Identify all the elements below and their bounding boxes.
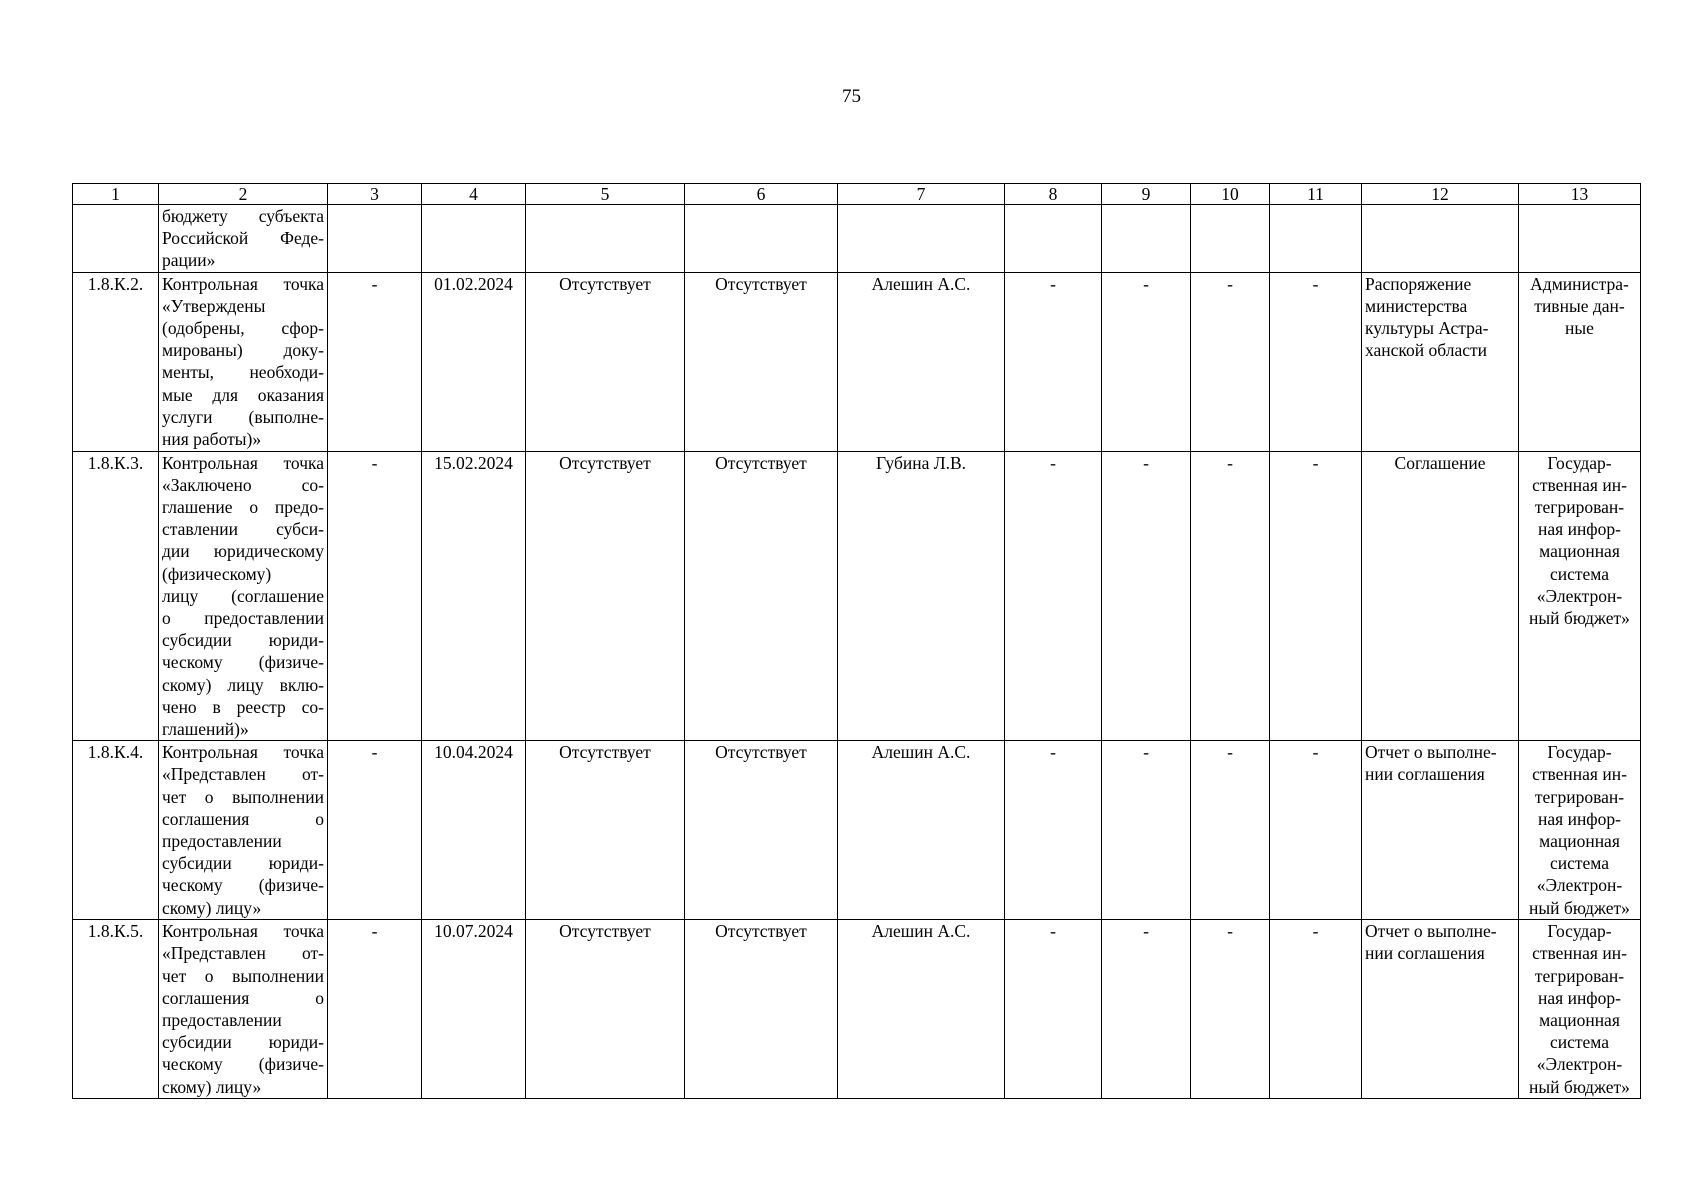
control-point-name-line: чет о выполнении: [162, 786, 324, 807]
control-points-table: [72, 183, 1641, 1099]
control-point-name-line: субсидии юриди-: [162, 853, 324, 874]
column-9-value: -: [1102, 451, 1191, 741]
column-9-value: [1102, 205, 1191, 273]
control-point-name-line: мированы) доку-: [162, 340, 324, 361]
control-point-name-line: лицу (соглашение: [162, 585, 324, 606]
column-number: 7: [838, 184, 1005, 205]
column-11-value: [1270, 205, 1362, 273]
information-source-line: Государ-: [1547, 742, 1612, 763]
information-source: [1519, 741, 1641, 920]
supporting-document: [1362, 205, 1519, 273]
column-5-value: Отсутствует: [526, 741, 685, 920]
column-number: 11: [1270, 184, 1362, 205]
table-row: [73, 272, 1641, 451]
control-point-name-line: (одобрены, сфор-: [162, 318, 324, 339]
control-point-name-line: ческому (физиче-: [162, 875, 324, 896]
column-number: 5: [526, 184, 685, 205]
column-5-value: Отсутствует: [526, 920, 685, 1099]
control-point-name-line: мые для оказания: [162, 384, 324, 405]
information-source-line: Государ-: [1547, 921, 1612, 942]
control-point-name-line: субсидии юриди-: [162, 1032, 324, 1053]
control-point-name-line: «Представлен от-: [162, 764, 324, 785]
control-point-name-line: Контрольная точка: [162, 452, 324, 473]
table-row: [73, 741, 1641, 920]
column-9-value: -: [1102, 272, 1191, 451]
column-number: 10: [1191, 184, 1270, 205]
responsible-person: Губина Л.В.: [838, 451, 1005, 741]
column-number: 6: [685, 184, 838, 205]
control-point-name-line: скому) лицу»: [162, 1076, 262, 1097]
information-source-line: «Электрон-: [1536, 585, 1623, 606]
information-source: [1519, 451, 1641, 741]
column-3-value: -: [328, 451, 422, 741]
information-source-line: ственная ин-: [1532, 943, 1627, 964]
supporting-document-line: Отчет о выполне-: [1365, 742, 1497, 763]
table-row: [73, 205, 1641, 273]
control-point-name-line: «Утверждены: [162, 295, 266, 316]
column-number: 4: [422, 184, 526, 205]
supporting-document: [1362, 741, 1519, 920]
information-source-line: система: [1549, 1032, 1610, 1053]
control-point-name-line: предоставлении: [162, 831, 282, 852]
column-5-value: [526, 205, 685, 273]
information-source: [1519, 920, 1641, 1099]
column-10-value: [1191, 205, 1270, 273]
due-date: 10.07.2024: [422, 920, 526, 1099]
column-11-value: -: [1270, 920, 1362, 1099]
information-source-line: ные: [1565, 318, 1594, 339]
control-point-name-line: услуги (выполне-: [162, 406, 324, 427]
column-5-value: Отсутствует: [526, 451, 685, 741]
information-source-line: ная инфор-: [1538, 987, 1621, 1008]
column-3-value: -: [328, 920, 422, 1099]
due-date: 15.02.2024: [422, 451, 526, 741]
information-source-line: мационная: [1539, 1010, 1620, 1031]
supporting-document-line: нии соглашения: [1365, 943, 1485, 964]
control-point-name-line: соглашения о: [162, 987, 324, 1008]
information-source-line: ный бюджет»: [1529, 1076, 1630, 1097]
control-point-name-line: скому) лицу вклю-: [162, 674, 324, 695]
control-point-name-line: чет о выполнении: [162, 965, 324, 986]
control-point-code: 1.8.К.2.: [73, 272, 159, 451]
control-point-name-line: ния работы)»: [162, 429, 262, 450]
column-number: 1: [73, 184, 159, 205]
page-number: 75: [842, 86, 861, 107]
column-6-value: Отсутствует: [685, 920, 838, 1099]
control-point-name: [159, 451, 328, 741]
control-point-name-line: (физическому): [162, 563, 272, 584]
control-point-name-line: «Заключено со-: [162, 474, 324, 495]
supporting-document-line: Распоряжение: [1365, 273, 1472, 294]
responsible-person: Алешин А.С.: [838, 741, 1005, 920]
column-3-value: [328, 205, 422, 273]
supporting-document: [1362, 451, 1519, 741]
supporting-document-line: министерства: [1365, 295, 1468, 316]
information-source-line: ная инфор-: [1538, 808, 1621, 829]
information-source-line: «Электрон-: [1536, 875, 1623, 896]
information-source-line: тивные дан-: [1534, 295, 1625, 316]
column-8-value: [1005, 205, 1102, 273]
information-source-line: система: [1549, 563, 1610, 584]
column-6-value: Отсутствует: [685, 451, 838, 741]
information-source-line: мационная: [1539, 831, 1620, 852]
supporting-document-line: нии соглашения: [1365, 764, 1485, 785]
due-date: 01.02.2024: [422, 272, 526, 451]
column-number: 9: [1102, 184, 1191, 205]
column-6-value: Отсутствует: [685, 272, 838, 451]
column-number: 2: [159, 184, 328, 205]
control-point-name-line: скому) лицу»: [162, 897, 262, 918]
column-3-value: -: [328, 272, 422, 451]
information-source-line: «Электрон-: [1536, 1054, 1623, 1075]
column-8-value: -: [1005, 451, 1102, 741]
information-source-line: тегрирован-: [1534, 786, 1625, 807]
column-11-value: -: [1270, 272, 1362, 451]
control-point-name-line: ческому (физиче-: [162, 1054, 324, 1075]
control-point-name-line: Контрольная точка: [162, 921, 324, 942]
column-11-value: -: [1270, 451, 1362, 741]
control-point-name-line: глашений)»: [162, 719, 249, 740]
supporting-document: [1362, 272, 1519, 451]
information-source-line: ный бюджет»: [1529, 608, 1630, 629]
information-source-line: ный бюджет»: [1529, 897, 1630, 918]
information-source: [1519, 272, 1641, 451]
column-number: 12: [1362, 184, 1519, 205]
column-10-value: -: [1191, 272, 1270, 451]
control-point-name-line: Контрольная точка: [162, 273, 324, 294]
column-5-value: Отсутствует: [526, 272, 685, 451]
control-point-name-line: Контрольная точка: [162, 742, 324, 763]
table-row: [73, 451, 1641, 741]
column-6-value: [685, 205, 838, 273]
information-source-line: тегрирован-: [1534, 965, 1625, 986]
column-number: 3: [328, 184, 422, 205]
supporting-document: [1362, 920, 1519, 1099]
column-8-value: -: [1005, 741, 1102, 920]
column-6-value: Отсутствует: [685, 741, 838, 920]
column-number-row: [73, 184, 1641, 205]
due-date: 10.04.2024: [422, 741, 526, 920]
information-source-line: Государ-: [1547, 452, 1612, 473]
control-point-name-line: соглашения о: [162, 808, 324, 829]
supporting-document-line: культуры Астра-: [1365, 318, 1489, 339]
supporting-document-line: ханской области: [1365, 340, 1488, 361]
control-point-code: 1.8.К.3.: [73, 451, 159, 741]
control-point-name-line: Российской Феде-: [162, 228, 324, 249]
column-number: 8: [1005, 184, 1102, 205]
control-point-name: [159, 920, 328, 1099]
column-3-value: -: [328, 741, 422, 920]
information-source-line: ственная ин-: [1532, 764, 1627, 785]
control-point-name-line: рации»: [162, 250, 216, 271]
column-9-value: -: [1102, 920, 1191, 1099]
information-source-line: Администра-: [1530, 273, 1629, 294]
control-point-code: 1.8.К.5.: [73, 920, 159, 1099]
control-point-code: [73, 205, 159, 273]
column-8-value: -: [1005, 920, 1102, 1099]
control-point-name-line: ческому (физиче-: [162, 652, 324, 673]
due-date: [422, 205, 526, 273]
control-point-code: 1.8.К.4.: [73, 741, 159, 920]
control-point-name-line: ставлении субси-: [162, 519, 324, 540]
control-point-name-line: предоставлении: [162, 1010, 282, 1031]
control-point-name-line: бюджету субъекта: [162, 206, 324, 226]
control-point-name: [159, 741, 328, 920]
supporting-document-line: Соглашение: [1394, 452, 1486, 473]
control-point-name-line: чено в реестр со-: [162, 696, 324, 717]
column-8-value: -: [1005, 272, 1102, 451]
supporting-document-line: Отчет о выполне-: [1365, 921, 1497, 942]
control-point-name-line: глашение о предо-: [162, 497, 324, 518]
column-10-value: -: [1191, 741, 1270, 920]
control-point-name-line: дии юридическому: [162, 541, 324, 562]
information-source: [1519, 205, 1641, 273]
information-source-line: ная инфор-: [1538, 519, 1621, 540]
control-point-name-line: о предоставлении: [162, 608, 324, 629]
responsible-person: Алешин А.С.: [838, 920, 1005, 1099]
information-source-line: ственная ин-: [1532, 474, 1627, 495]
column-10-value: -: [1191, 920, 1270, 1099]
control-point-name: [159, 272, 328, 451]
responsible-person: [838, 205, 1005, 273]
information-source-line: система: [1549, 853, 1610, 874]
column-11-value: -: [1270, 741, 1362, 920]
control-point-name-line: субсидии юриди-: [162, 630, 324, 651]
control-point-name-line: «Представлен от-: [162, 943, 324, 964]
information-source-line: тегрирован-: [1534, 497, 1625, 518]
responsible-person: Алешин А.С.: [838, 272, 1005, 451]
table-row: [73, 920, 1641, 1099]
control-point-name: [159, 205, 328, 273]
information-source-line: мационная: [1539, 541, 1620, 562]
column-number: 13: [1519, 184, 1641, 205]
column-9-value: -: [1102, 741, 1191, 920]
control-point-name-line: менты, необходи-: [162, 362, 324, 383]
column-10-value: -: [1191, 451, 1270, 741]
